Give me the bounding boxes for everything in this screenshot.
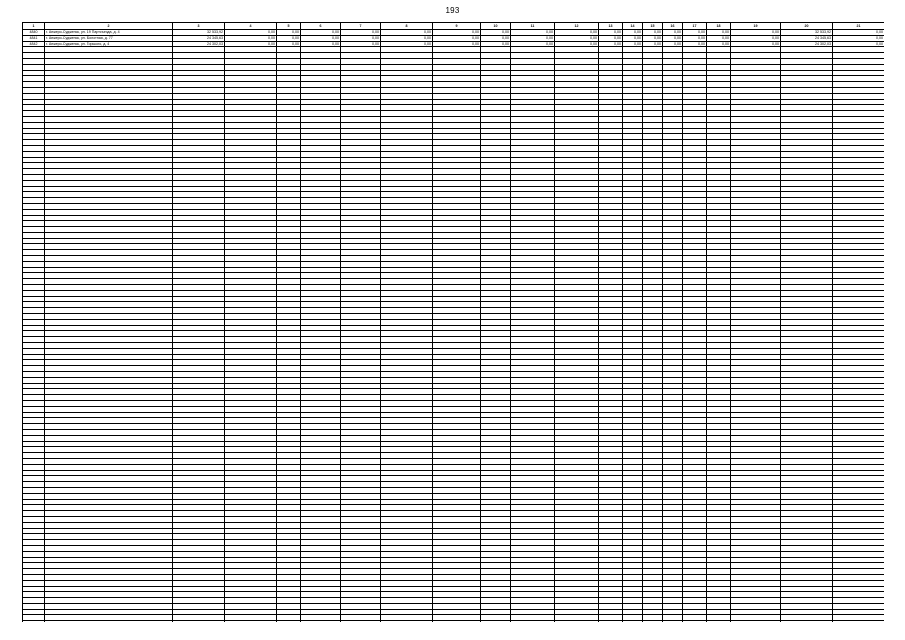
table-cell — [833, 621, 885, 622]
table-cell: 0,00 — [433, 30, 481, 36]
table-cell: 0,00 — [511, 35, 555, 41]
column-header: 15 — [643, 23, 663, 30]
table-cell: 0,00 — [301, 30, 341, 36]
report-sheet — [22, 22, 884, 622]
table-cell: г. Анжеро-Судженск, ул. Болотная, д. 77 — [45, 35, 173, 41]
column-header: 6 — [301, 23, 341, 30]
table-cell: 0,00 — [481, 30, 511, 36]
table-cell: 0,00 — [731, 41, 781, 47]
column-header: 9 — [433, 23, 481, 30]
column-header: 14 — [623, 23, 643, 30]
table-cell — [511, 621, 555, 622]
table-cell: 0,00 — [225, 35, 277, 41]
table-cell: 0,00 — [433, 41, 481, 47]
table-cell — [623, 621, 643, 622]
table-cell: г. Анжеро-Судженск, ул. 19 Партсъезда, д. 4 — [45, 30, 173, 36]
table-cell: 0,00 — [707, 30, 731, 36]
table-cell: 24 345,63 — [781, 35, 833, 41]
column-header: 17 — [683, 23, 707, 30]
table-cell: 0,00 — [663, 30, 683, 36]
column-header: 8 — [381, 23, 433, 30]
table-cell — [781, 621, 833, 622]
table-cell: 0,00 — [433, 35, 481, 41]
table-cell: 0,00 — [277, 41, 301, 47]
table-cell: 0,00 — [663, 41, 683, 47]
table-cell — [599, 621, 623, 622]
table-cell — [433, 621, 481, 622]
table-cell: 0,00 — [301, 35, 341, 41]
table-cell — [731, 621, 781, 622]
table-cell: 0,00 — [381, 35, 433, 41]
table-cell: 0,00 — [707, 35, 731, 41]
table-header-row — [23, 23, 885, 30]
table-cell — [277, 621, 301, 622]
table-cell: 0,00 — [511, 30, 555, 36]
table-cell: г. Анжеро-Судженск, ул. Горького, д. 4 — [45, 41, 173, 47]
column-header: 21 — [833, 23, 885, 30]
table-cell: 0,00 — [555, 41, 599, 47]
table-cell: 0,00 — [511, 41, 555, 47]
column-header: 4 — [225, 23, 277, 30]
table-cell: 0,00 — [731, 30, 781, 36]
table-cell: 0,00 — [833, 30, 885, 36]
table-cell: 0,00 — [599, 35, 623, 41]
column-header: 16 — [663, 23, 683, 30]
table-cell: 24 345,63 — [173, 35, 225, 41]
table-cell: 0,00 — [683, 30, 707, 36]
column-header: 11 — [511, 23, 555, 30]
table-cell: 0,00 — [623, 41, 643, 47]
table-cell: 0,00 — [833, 35, 885, 41]
column-header: 12 — [555, 23, 599, 30]
column-header: 5 — [277, 23, 301, 30]
table-cell: 0,00 — [707, 41, 731, 47]
table-cell — [663, 621, 683, 622]
table-cell: 4841 — [23, 35, 45, 41]
table-cell — [23, 621, 45, 622]
table-cell: 0,00 — [643, 30, 663, 36]
table-cell: 32 533,92 — [173, 30, 225, 36]
table-cell: 0,00 — [341, 41, 381, 47]
page-number: 193 — [445, 6, 460, 15]
table-cell — [643, 621, 663, 622]
table-cell: 0,00 — [623, 30, 643, 36]
column-header: 3 — [173, 23, 225, 30]
table-cell — [481, 621, 511, 622]
table-cell — [555, 621, 599, 622]
table-cell: 24 302,03 — [173, 41, 225, 47]
column-header: 2 — [45, 23, 173, 30]
table-cell: 0,00 — [663, 35, 683, 41]
table-cell — [45, 621, 173, 622]
column-header: 19 — [731, 23, 781, 30]
table-cell: 0,00 — [683, 35, 707, 41]
table-cell: 0,00 — [301, 41, 341, 47]
table-cell: 0,00 — [225, 41, 277, 47]
table-body — [23, 30, 885, 623]
column-header: 10 — [481, 23, 511, 30]
table-cell — [225, 621, 277, 622]
table-cell: 0,00 — [643, 41, 663, 47]
table-cell: 0,00 — [225, 30, 277, 36]
table-cell: 0,00 — [833, 41, 885, 47]
table-cell: 0,00 — [481, 35, 511, 41]
table-cell — [173, 621, 225, 622]
table-cell: 0,00 — [341, 35, 381, 41]
table-cell: 0,00 — [599, 30, 623, 36]
table-cell: 0,00 — [643, 35, 663, 41]
table-cell — [381, 621, 433, 622]
table-cell: 4842 — [23, 41, 45, 47]
table-cell — [341, 621, 381, 622]
table-cell: 0,00 — [481, 41, 511, 47]
table-cell: 0,00 — [277, 30, 301, 36]
data-table — [22, 22, 884, 622]
table-cell: 4840 — [23, 30, 45, 36]
column-header: 20 — [781, 23, 833, 30]
table-cell: 0,00 — [381, 30, 433, 36]
column-header: 18 — [707, 23, 731, 30]
column-header: 7 — [341, 23, 381, 30]
table-cell: 0,00 — [731, 35, 781, 41]
table-cell: 0,00 — [555, 30, 599, 36]
table-cell: 0,00 — [277, 35, 301, 41]
table-cell: 32 533,92 — [781, 30, 833, 36]
table-cell: 0,00 — [381, 41, 433, 47]
column-header: 1 — [23, 23, 45, 30]
table-cell — [683, 621, 707, 622]
column-header: 13 — [599, 23, 623, 30]
table-cell: 0,00 — [341, 30, 381, 36]
table-cell — [707, 621, 731, 622]
table-row — [23, 621, 885, 622]
table-cell: 0,00 — [623, 35, 643, 41]
table-cell: 0,00 — [683, 41, 707, 47]
table-cell: 0,00 — [555, 35, 599, 41]
table-cell: 24 302,03 — [781, 41, 833, 47]
table-cell — [301, 621, 341, 622]
table-cell: 0,00 — [599, 41, 623, 47]
